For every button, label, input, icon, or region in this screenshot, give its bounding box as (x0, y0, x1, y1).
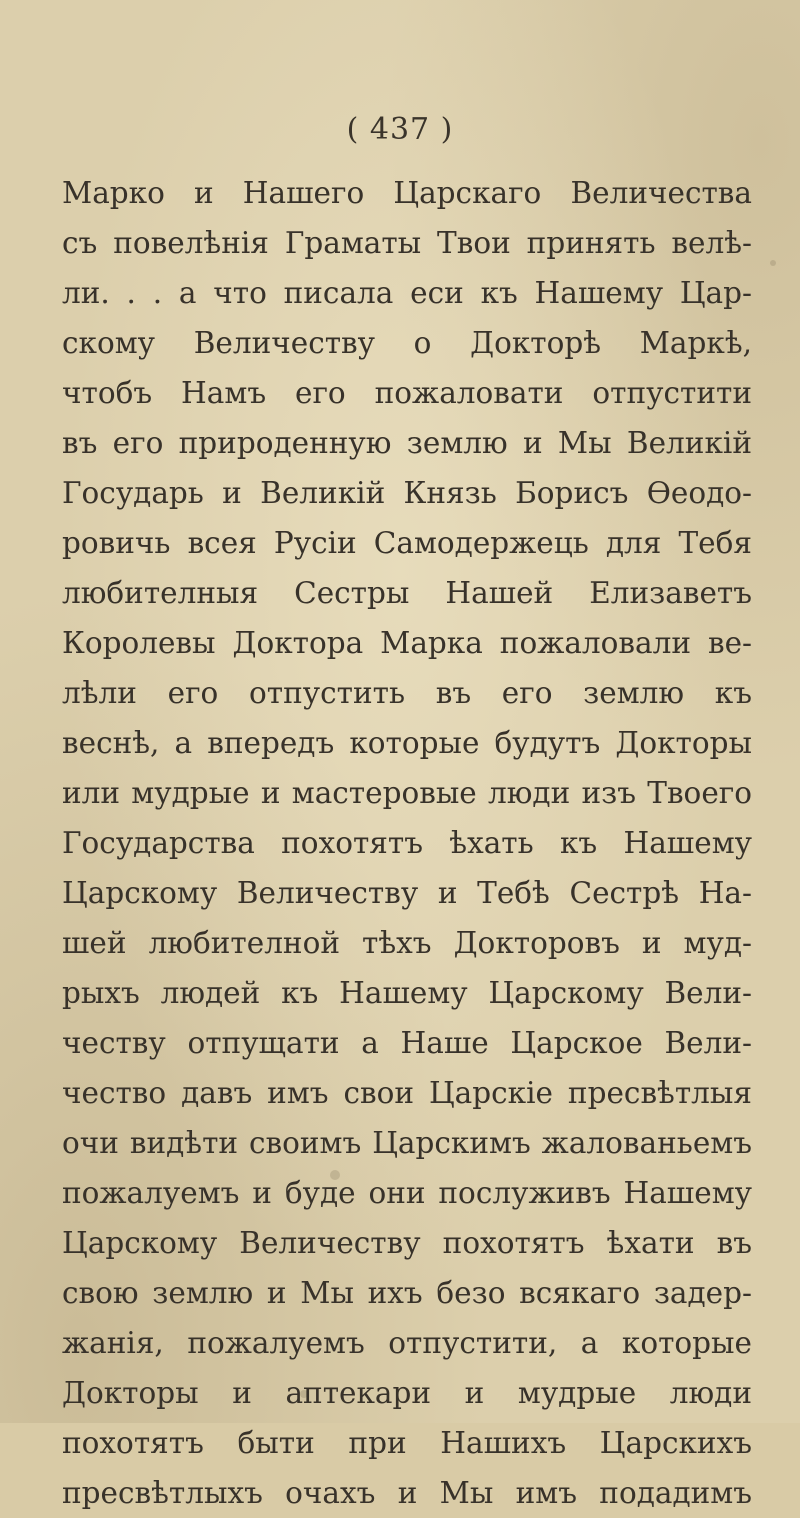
text-line: Докторы и аптекари и мудрые люди (62, 1376, 752, 1410)
text-line: любителныя Сестры Нашей Елизаветъ (62, 576, 752, 610)
text-line: Королевы Доктора Марка пожаловали ве- (62, 626, 752, 660)
paper-stain (770, 260, 776, 266)
text-line: похотятъ быти при Нашихъ Царскихъ (62, 1426, 752, 1460)
page-number: ( 437 ) (346, 112, 454, 147)
text-line: Государь и Великій Князь Борисъ Ѳеодо- (62, 476, 752, 510)
text-line: лѣли его отпустить въ его землю къ (62, 676, 752, 710)
text-line: очи видѣти своимъ Царскимъ жалованьемъ (62, 1126, 752, 1160)
text-line: съ повелѣнія Граматы Твои принять велѣ- (62, 226, 752, 260)
text-line: ли. . . а что писала еси къ Нашему Цар- (62, 276, 752, 310)
text-line: жанія, пожалуемъ отпустити, а которые (62, 1326, 752, 1360)
text-line: въ его природенную землю и Мы Великій (62, 426, 752, 460)
body-text (62, 168, 752, 1518)
text-line: Государства похотятъ ѣхать къ Нашему (62, 826, 752, 860)
text-line: Царскому Величеству похотятъ ѣхати въ (62, 1226, 752, 1260)
text-line: честву отпущати а Наше Царское Вели- (62, 1026, 752, 1060)
text-line: свою землю и Мы ихъ безо всякаго задер- (62, 1276, 752, 1310)
text-line: ровичь всея Русіи Самодержець для Тебя (62, 526, 752, 560)
text-line: пожалуемъ и буде они послуживъ Нашему (62, 1176, 752, 1210)
text-line: или мудрые и мастеровые люди изъ Твоего (62, 776, 752, 810)
text-line: рыхъ людей къ Нашему Царскому Вели- (62, 976, 752, 1010)
text-line: чтобъ Намъ его пожаловати отпустити (62, 376, 752, 410)
text-line: Царскому Величеству и Тебѣ Сестрѣ На- (62, 876, 752, 910)
text-line: Марко и Нашего Царскаго Величества (62, 176, 752, 210)
text-line: шей любителной тѣхъ Докторовъ и муд- (62, 926, 752, 960)
text-line: чество давъ имъ свои Царскіе пресвѣтлыя (62, 1076, 752, 1110)
text-line: скому Величеству о Докторѣ Маркѣ, (62, 326, 752, 360)
text-line: пресвѣтлыхъ очахъ и Мы имъ подадимъ (62, 1476, 752, 1510)
text-line: веснѣ, а впередъ которые будутъ Докторы (62, 726, 752, 760)
